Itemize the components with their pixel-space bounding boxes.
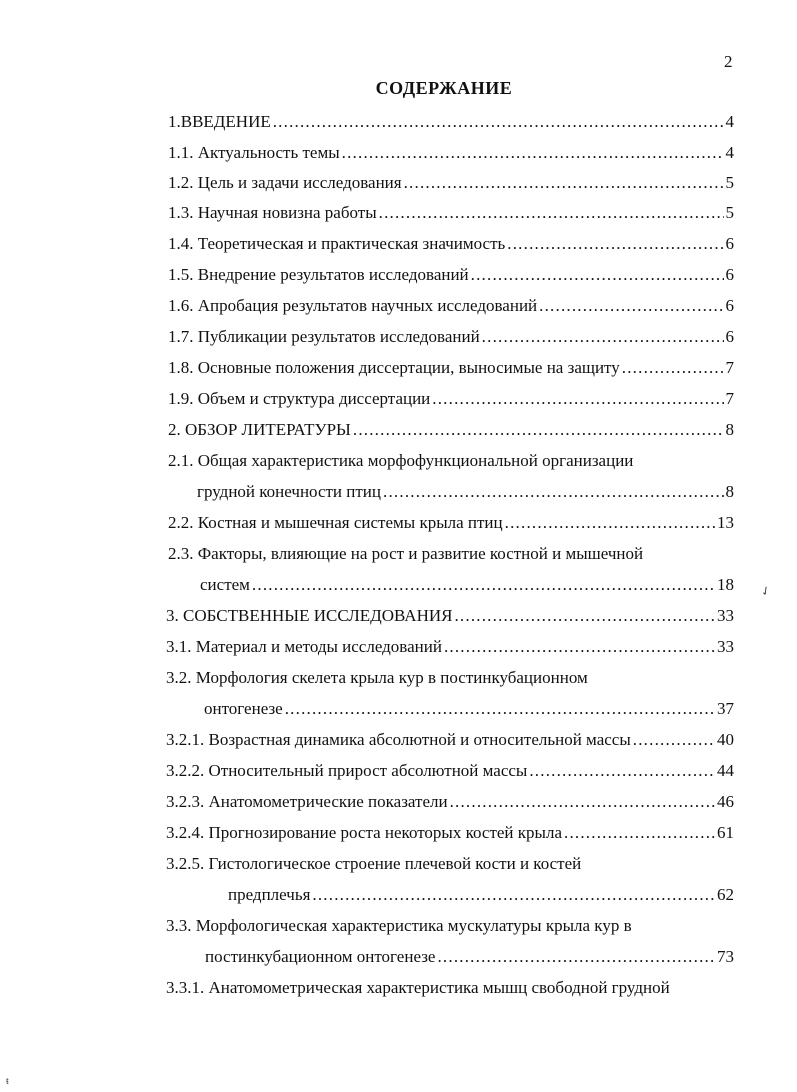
toc-dot-leader [273, 111, 724, 133]
toc-dot-leader [507, 233, 723, 255]
toc-entry-text: 3.2.2. Относительный прирост абсолютной массы [166, 761, 528, 780]
toc-entry-page: 33 [717, 637, 734, 656]
toc-entry [168, 357, 734, 379]
toc-dot-leader [437, 946, 715, 968]
toc-entry [168, 142, 734, 164]
toc-entry-text: 1.2. Цель и задачи исследования [168, 173, 402, 192]
toc-entry-page: 40 [717, 730, 734, 749]
toc-dot-leader [342, 142, 724, 164]
toc-entry-page: 46 [717, 792, 734, 811]
toc-dot-leader [529, 760, 715, 782]
toc-dot-leader [454, 605, 715, 627]
toc-entry [168, 172, 734, 194]
toc-entry-text: постинкубационном онтогенезе [205, 947, 436, 966]
toc-dot-leader [252, 574, 715, 596]
toc-entry-continuation [200, 574, 734, 596]
toc-entry-page: 8 [725, 482, 734, 501]
toc-dot-leader [404, 172, 724, 194]
toc-entry [168, 111, 734, 133]
toc-entry-text: 1.1. Актуальность темы [168, 143, 340, 162]
toc-entry [168, 202, 734, 224]
toc-entry-page: 7 [725, 389, 734, 408]
toc-dot-leader [285, 698, 715, 720]
toc-entry-page: 13 [717, 513, 734, 532]
toc-entry-text: 3.1. Материал и методы исследований [166, 637, 442, 656]
toc-entry-page: 5 [725, 203, 734, 222]
toc-entry-text: предплечья [228, 885, 311, 904]
toc-entry-page: 5 [725, 173, 734, 192]
toc-entry-page: 61 [717, 823, 734, 842]
toc-entry [168, 419, 734, 441]
toc-entry-text: 1.4. Теоретическая и практическая значимость [168, 234, 506, 253]
toc-entry [166, 822, 734, 844]
toc-entry-text: систем [200, 575, 250, 594]
toc-entry-page: 37 [717, 699, 734, 718]
toc-entry-text: 3.3.1. Анатомометрическая характеристика мышц свободной грудной [166, 978, 670, 997]
toc-entry [166, 915, 734, 937]
toc-entry [168, 233, 734, 255]
toc-entry [168, 543, 734, 565]
toc-entry-text: 2.3. Факторы, влияющие на рост и развитие костной и мышечной [168, 544, 644, 563]
toc-dot-leader [312, 884, 715, 906]
toc-dot-leader [450, 791, 715, 813]
toc-entry [168, 450, 734, 472]
toc-dot-leader [505, 512, 715, 534]
toc-entry [168, 295, 734, 317]
toc-entry-text: онтогенезе [204, 699, 283, 718]
toc-entry-text: 3.2.1. Возрастная динамика абсолютной и относительной массы [166, 730, 631, 749]
toc-entry-page: 4 [725, 143, 734, 162]
toc-entry-text: 1.ВВЕДЕНИЕ [168, 112, 271, 131]
toc-entry [168, 264, 734, 286]
toc-dot-leader [432, 388, 723, 410]
toc-entry [166, 853, 734, 875]
toc-entry-page: 4 [725, 112, 734, 131]
toc-entry-text: 1.7. Публикации результатов исследований [168, 327, 480, 346]
toc-dot-leader [471, 264, 724, 286]
toc-entry [168, 512, 734, 534]
toc-entry [166, 667, 734, 689]
margin-check-mark: ✓ [757, 582, 774, 600]
toc-entry-text: 3.2. Морфология скелета крыла кур в постинкубационном [166, 668, 588, 687]
toc-entry-text: 1.8. Основные положения диссертации, выносимые на защиту [168, 358, 620, 377]
toc-dot-leader [444, 636, 715, 658]
toc-entry [166, 760, 734, 782]
toc-dot-leader [633, 729, 715, 751]
toc-entry-continuation [205, 946, 734, 968]
toc-entry-page: 7 [725, 358, 734, 377]
toc-dot-leader [353, 419, 724, 441]
toc-entry-continuation [197, 481, 734, 503]
toc-entry-text: 1.3. Научная новизна работы [168, 203, 377, 222]
toc-dot-leader [622, 357, 724, 379]
toc-entry-page: 8 [725, 420, 734, 439]
toc-entry-continuation [204, 698, 734, 720]
toc-dot-leader [564, 822, 715, 844]
toc-entry-text: 2.2. Костная и мышечная системы крыла птиц [168, 513, 503, 532]
toc-entry-page: 6 [725, 296, 734, 315]
toc-entry-page: 33 [717, 606, 734, 625]
toc-entry-page: 6 [725, 234, 734, 253]
toc-entry-page: 73 [717, 947, 734, 966]
toc-entry-page: 6 [725, 265, 734, 284]
toc-entry [168, 388, 734, 410]
toc-entry-page: 62 [717, 885, 734, 904]
toc-entry-text: 3.2.5. Гистологическое строение плечевой кости и костей [166, 854, 582, 873]
toc-entry-text: 3.2.3. Анатомометрические показатели [166, 792, 448, 811]
toc-entry [166, 977, 734, 999]
corner-mark: ŧ [6, 1076, 9, 1087]
toc-entry-text: 1.6. Апробация результатов научных исследований [168, 296, 538, 315]
toc-entry-text: 3.2.4. Прогнозирование роста некоторых костей крыла [166, 823, 562, 842]
toc-entry-page: 18 [717, 575, 734, 594]
toc-entry [168, 326, 734, 348]
toc-entry-page: 6 [725, 327, 734, 346]
toc-dot-leader [383, 481, 723, 503]
toc-dot-leader [539, 295, 723, 317]
toc-entry-text: 1.9. Объем и структура диссертации [168, 389, 431, 408]
toc-entry-text: 3.3. Морфологическая характеристика мускулатуры крыла кур в [166, 916, 632, 935]
toc-entry [166, 729, 734, 751]
toc-entry [166, 791, 734, 813]
toc-entry-text: 2. ОБЗОР ЛИТЕРАТУРЫ [168, 420, 351, 439]
toc-entry-text: 3. СОБСТВЕННЫЕ ИССЛЕДОВАНИЯ [166, 606, 453, 625]
toc-entry [166, 605, 734, 627]
toc-entry-text: 1.5. Внедрение результатов исследований [168, 265, 469, 284]
toc-entry [166, 636, 734, 658]
toc-entry-continuation [228, 884, 734, 906]
page-number: 2 [724, 52, 733, 71]
toc-dot-leader [379, 202, 724, 224]
toc-entry-text: грудной конечности птиц [197, 482, 382, 501]
toc-entry-page: 44 [717, 761, 734, 780]
toc-dot-leader [482, 326, 724, 348]
page-title: СОДЕРЖАНИЕ [375, 78, 513, 98]
toc-entry-text: 2.1. Общая характеристика морфофункциональной организации [168, 451, 634, 470]
